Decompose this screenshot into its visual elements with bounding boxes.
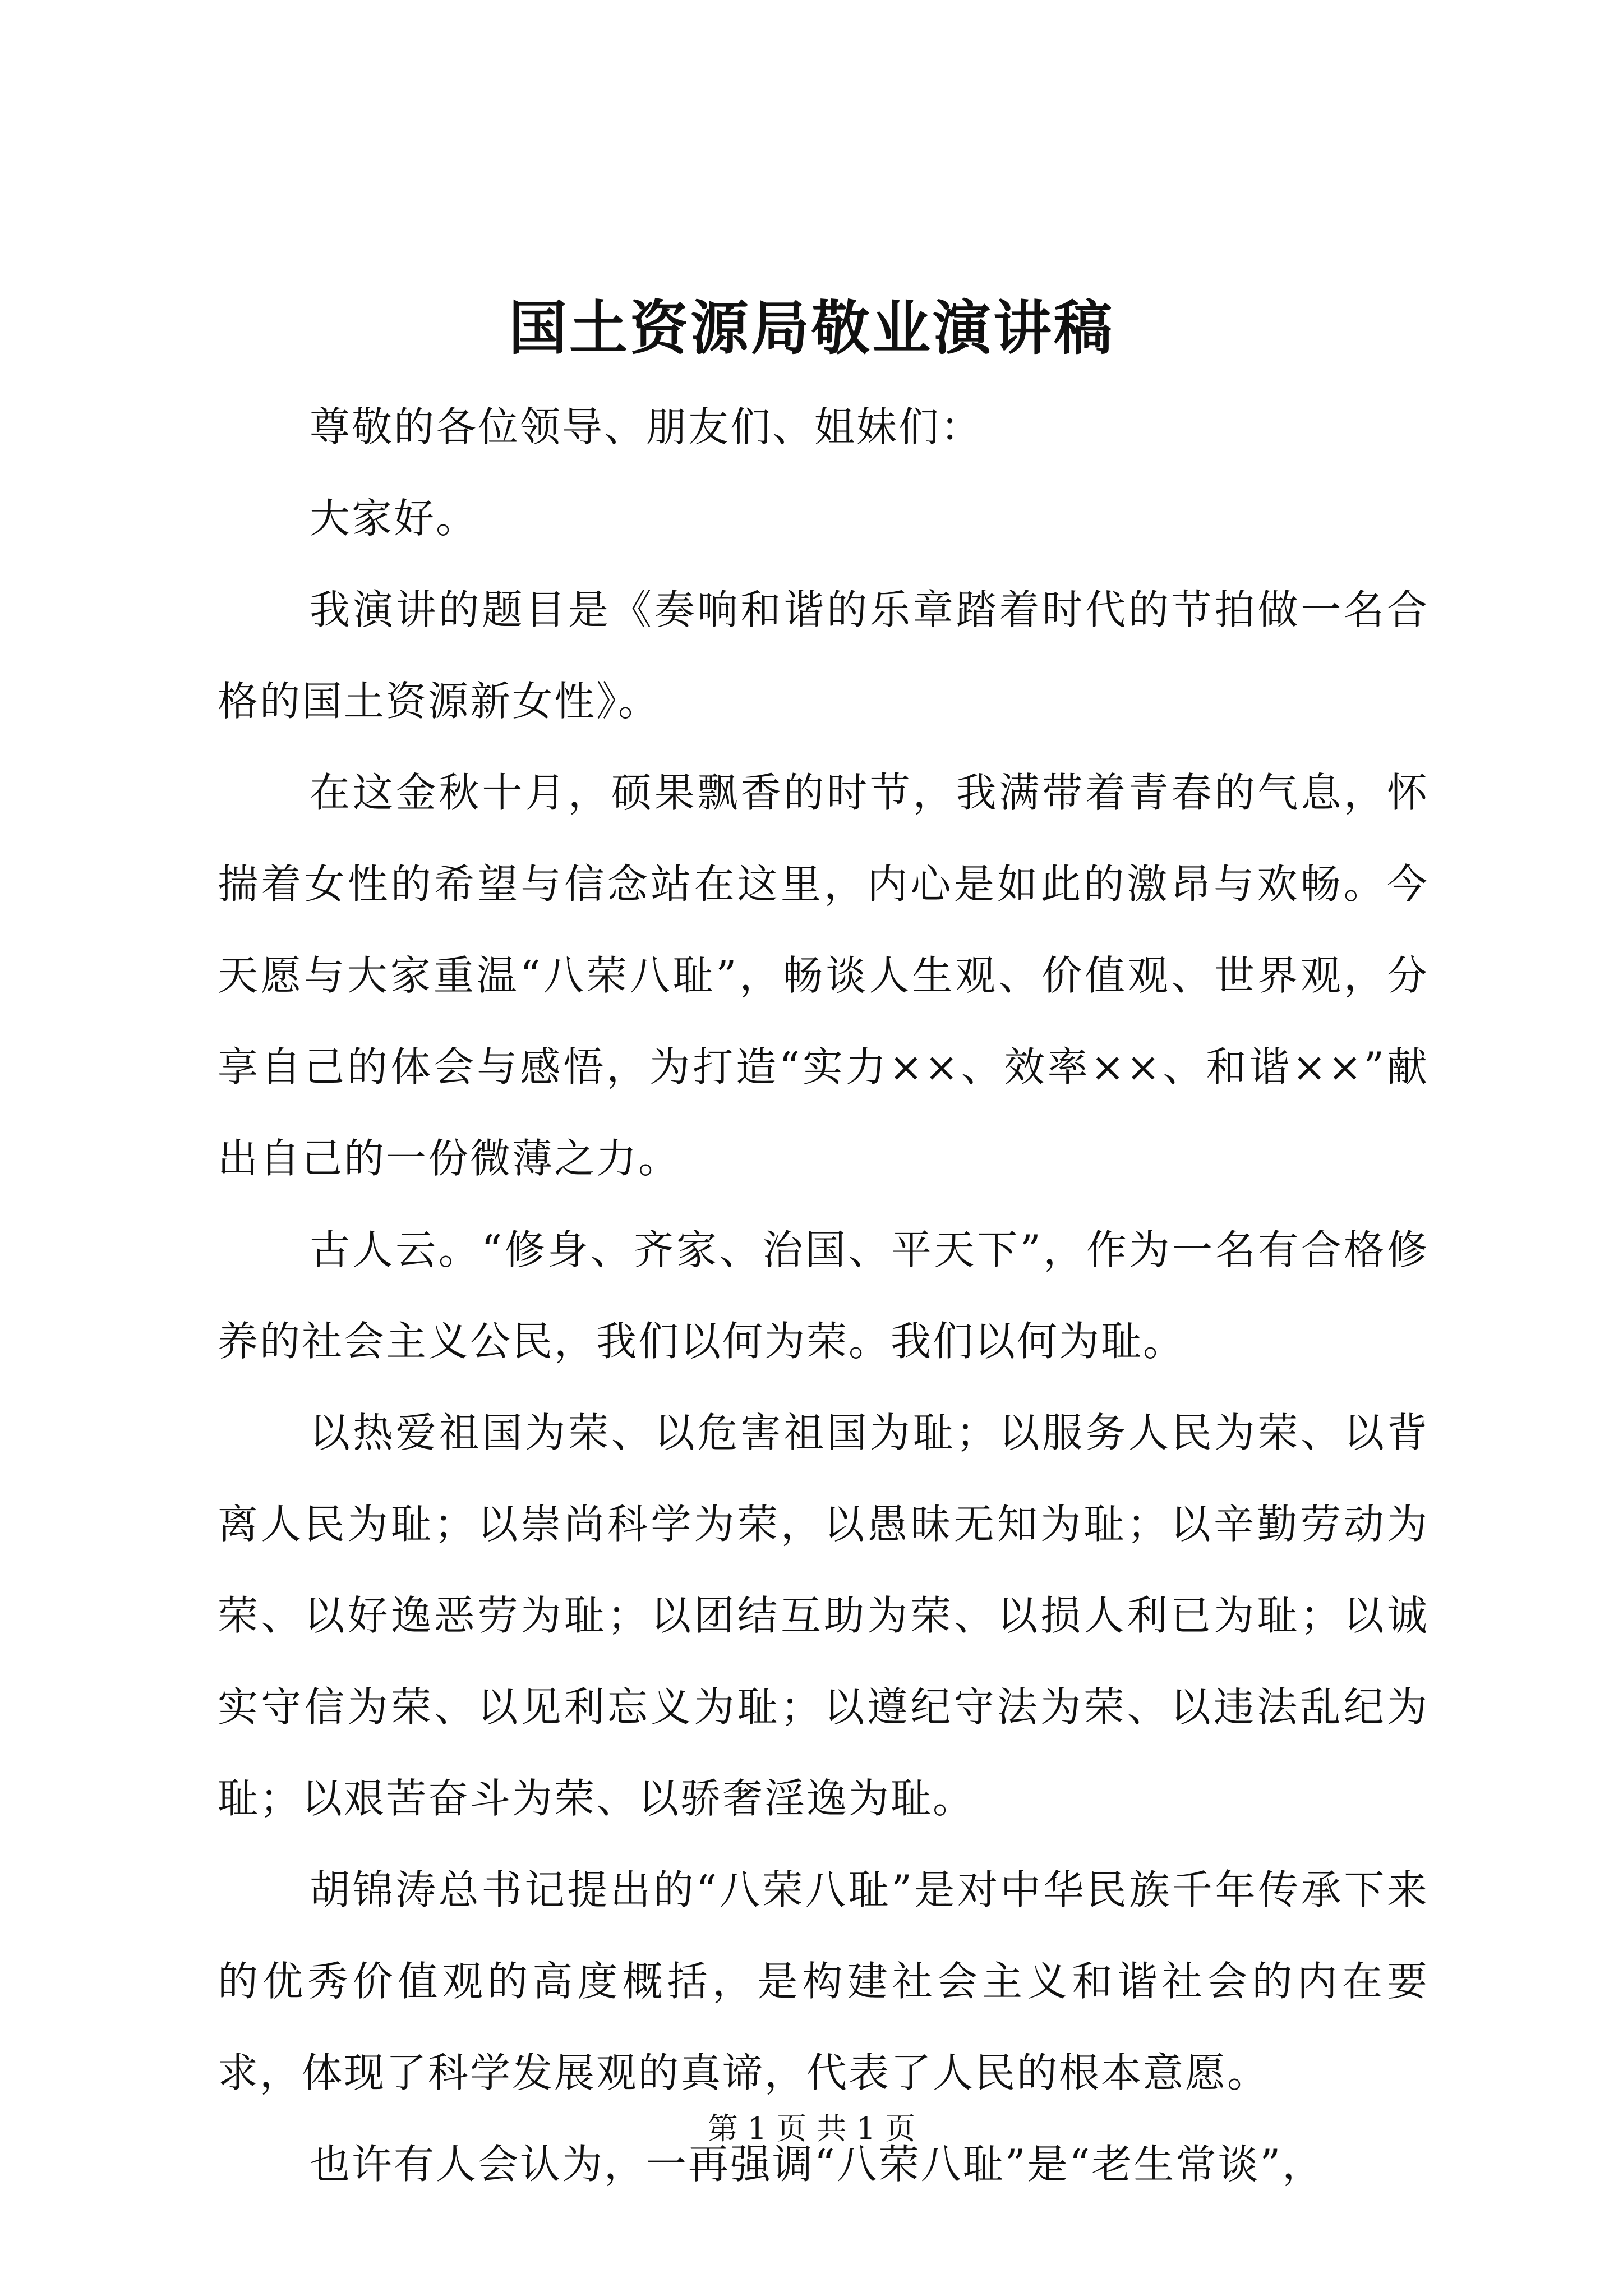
document-body <box>218 381 1429 2210</box>
paragraph-intro: 在这金秋十月，硕果飘香的时节，我满带着青春的气息，怀揣着女性的希望与信念站在这里，内心是如此的激昂与欢畅。今天愿与大家重温“八荣八耻”，畅谈人生观、价值观、世界观，分享自己的体会与感悟，为打造“实力××、效率××、和谐××”献出自己的一份微薄之力。 <box>218 769 1429 1182</box>
paragraph-topic: 我演讲的题目是《奏响和谐的乐章踏着时代的节拍做一名合格的国土资源新女性》。 <box>218 586 1429 725</box>
paragraph-continuation: 也许有人会认为，一再强调“八荣八耻”是“老生常谈”， <box>310 2141 1325 2188</box>
paragraph-honors-disgraces: 以热爱祖国为荣、以危害祖国为耻；以服务人民为荣、以背离人民为耻；以崇尚科学为荣，以愚昧无知为耻；以辛勤劳动为荣、以好逸恶劳为耻；以团结互助为荣、以损人利已为耻；以诚实守信为荣、以见利忘义为耻；以遵纪守法为荣、以违法乱纪为耻；以艰苦奋斗为荣、以骄奢淫逸为耻。 <box>218 1409 1429 1822</box>
page-number-footer: 第 1 页 共 1 页 <box>707 2111 916 2146</box>
paragraph-significance: 胡锦涛总书记提出的“八荣八耻”是对中华民族千年传承下来的优秀价值观的高度概括，是构建社会主义和谐社会的内在要求，体现了科学发展观的真谛，代表了人民的根本意愿。 <box>218 1866 1429 2096</box>
page-title: 国土资源局敬业演讲稿 <box>508 293 1114 362</box>
paragraph-quote: 古人云。“修身、齐家、治国、平天下”，作为一名有合格修养的社会主义公民，我们以何为荣。我们以何为耻。 <box>218 1226 1429 1365</box>
paragraph-salutation: 尊敬的各位领导、朋友们、姐妹们： <box>310 403 983 450</box>
paragraph-greeting: 大家好。 <box>310 495 478 542</box>
